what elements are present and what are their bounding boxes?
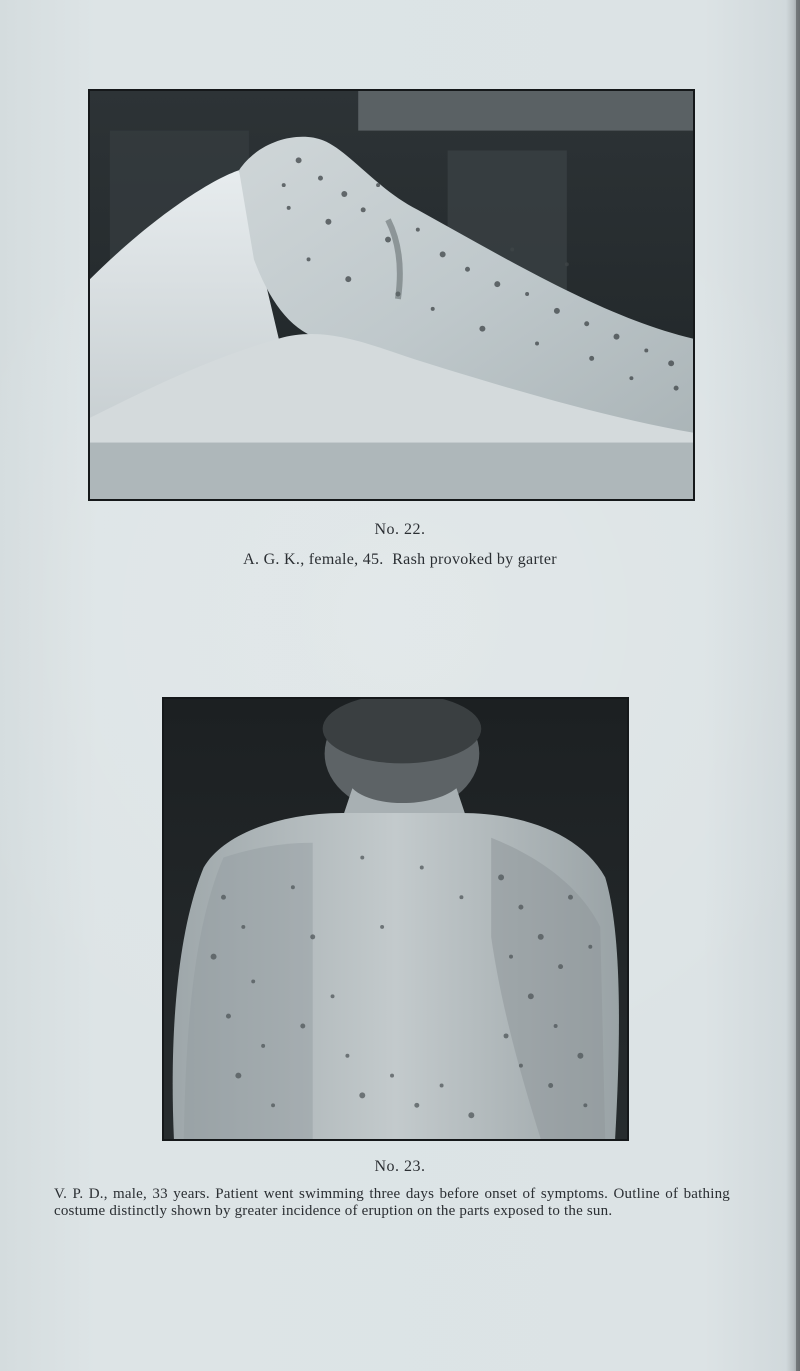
plate-22-caption: A. G. K., female, 45. Rash provoked by garter — [243, 551, 557, 568]
photo-back-rash — [164, 699, 627, 1139]
photo-plate-22 — [88, 89, 695, 501]
photo-plate-23 — [162, 697, 629, 1141]
plate-23-number: No. 23. — [374, 1158, 426, 1175]
plate-23-caption: V. P. D., male, 33 years. Patient went swimming three days before onset of symptoms. Outline of bathing costume distinctly shown by greater incidence of eruption on the parts exposed to the sun. — [54, 1186, 730, 1219]
plate-22-number: No. 22. — [374, 521, 426, 538]
photo-leg-rash — [90, 91, 693, 499]
